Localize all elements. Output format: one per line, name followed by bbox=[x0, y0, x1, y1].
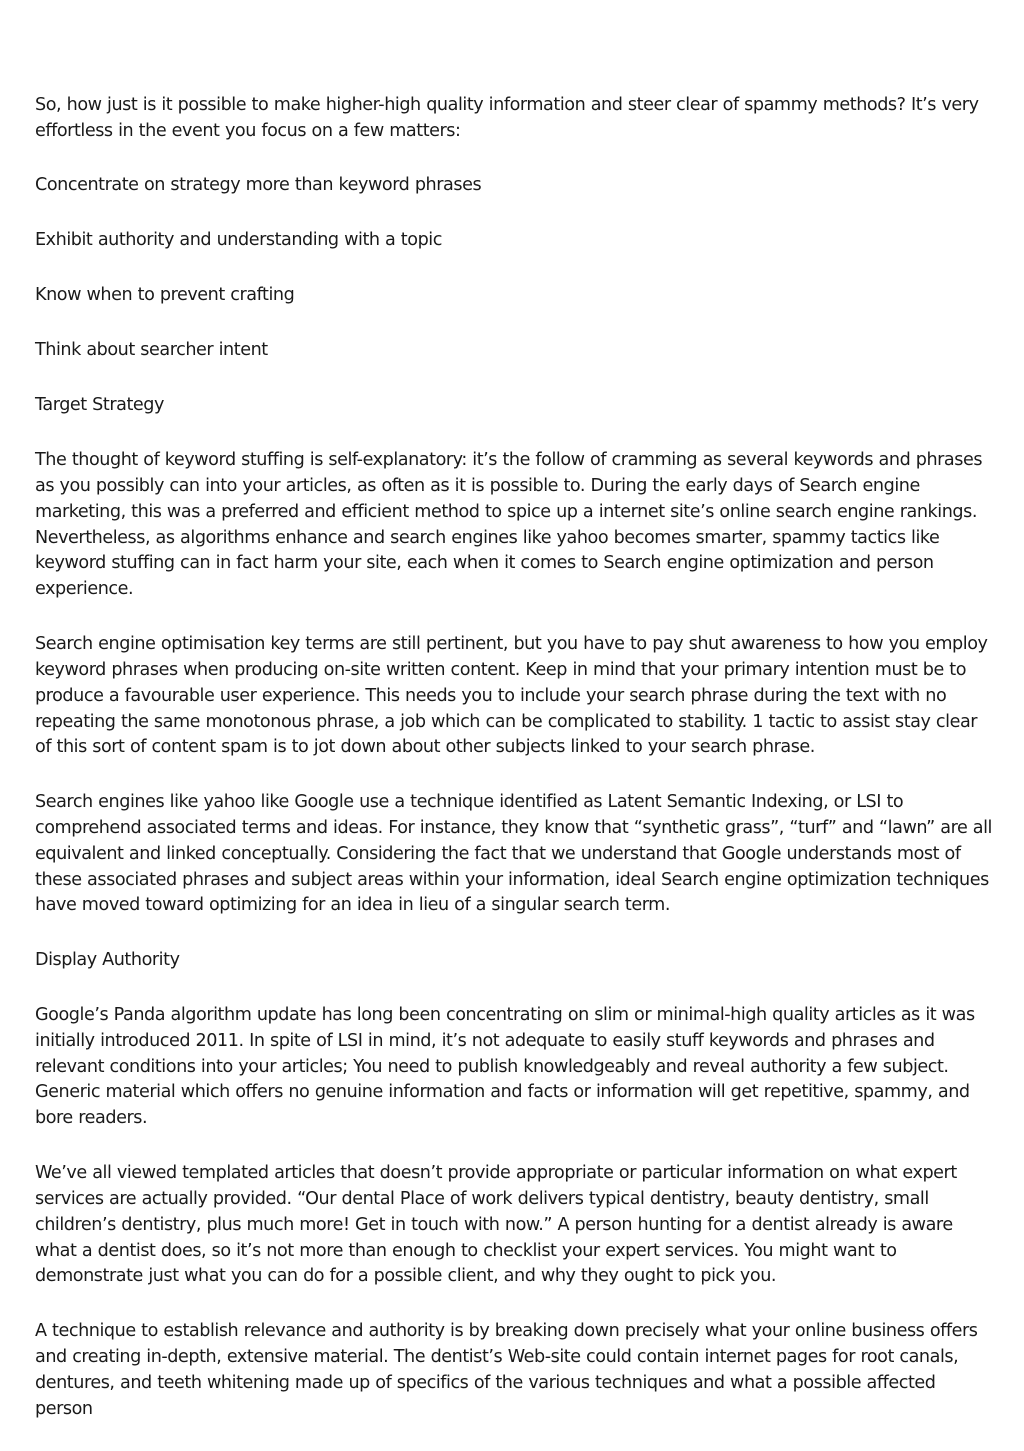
list-item-stop-writing: Know when to prevent crafting bbox=[35, 285, 295, 306]
paragraph-lsi: Search engines like yahoo like Google use a technique identified as Latent Semantic Indexing, or LSI to comprehend associated terms and ideas. For instance, they know that “synthetic grass”, “turf” and “lawn” are all equivalent and linked conceptually. Considering the fact that we understand that Google understands most of these associated phrases and subject areas within your information, ideal Search engine optimization techniques have moved toward optimizing for an idea in lieu of a singular search term. bbox=[35, 791, 992, 916]
section-heading-display-authority: Display Authority bbox=[35, 949, 180, 970]
paragraph-keyword-stuffing: The thought of keyword stuffing is self-explanatory: it’s the follow of cramming as several keywords and phrases as you possibly can into your articles, as often as it is possible to. During the early days of Search engine marketing, this was a preferred and efficient method to spice up a internet site’s online search engine rankings. Nevertheless, as algorithms enhance and search engines like yahoo becomes smarter, spammy tactics like keyword stuffing can in fact harm your site, each when it comes to Search engine optimization and person experience. bbox=[35, 449, 983, 600]
list-item-strategy: Concentrate on strategy more than keyword phrases bbox=[35, 175, 482, 196]
document-body bbox=[35, 93, 995, 1451]
paragraph-panda: Google’s Panda algorithm update has long been concentrating on slim or minimal-high quality articles as it was initially introduced 2011. In spite of LSI in mind, it’s not adequate to easily stuff keywords and phrases and relevant conditions into your articles; You need to publish knowledgeably and reveal authority a few subject. Generic material which offers no genuine information and facts or information will get repetitive, spammy, and bore readers. bbox=[35, 1004, 975, 1129]
paragraph-intro: So, how just is it possible to make higher-high quality information and steer clear of spammy methods? It’s very effortless in the event you focus on a few matters: bbox=[35, 95, 979, 141]
paragraph-templated-articles: We’ve all viewed templated articles that doesn’t provide appropriate or particular information on what expert services are actually provided. “Our dental Place of work delivers typical dentistry, beauty dentistry, small children’s dentistry, plus much more! Get in touch with now.” A person hunting for a dentist already is aware what a dentist does, so it’s not more than enough to checklist your expert services. You might want to demonstrate just what you can do for a possible client, and why they ought to pick you. bbox=[35, 1162, 957, 1287]
paragraph-relevance: A technique to establish relevance and authority is by breaking down precisely what your online business offers and creating in-depth, extensive material. The dentist’s Web-site could contain internet pages for root canals, dentures, and teeth whitening made up of specifics of the various techniques and what a possible affected person bbox=[35, 1320, 978, 1419]
list-item-authority: Exhibit authority and understanding with a topic bbox=[35, 230, 442, 251]
paragraph-seo-key-terms: Search engine optimisation key terms are still pertinent, but you have to pay shut awareness to how you employ keyword phrases when producing on-site written content. Keep in mind that your primary intention must be to produce a favourable user experience. This needs you to include your search phrase during the text with no repeating the same monotonous phrase, a job which can be complicated to stability. 1 tactic to assist stay clear of this sort of content spam is to jot down about other subjects linked to your search phrase. bbox=[35, 633, 988, 758]
list-item-searcher-intent: Think about searcher intent bbox=[35, 340, 268, 361]
section-heading-target-strategy: Target Strategy bbox=[35, 394, 164, 415]
